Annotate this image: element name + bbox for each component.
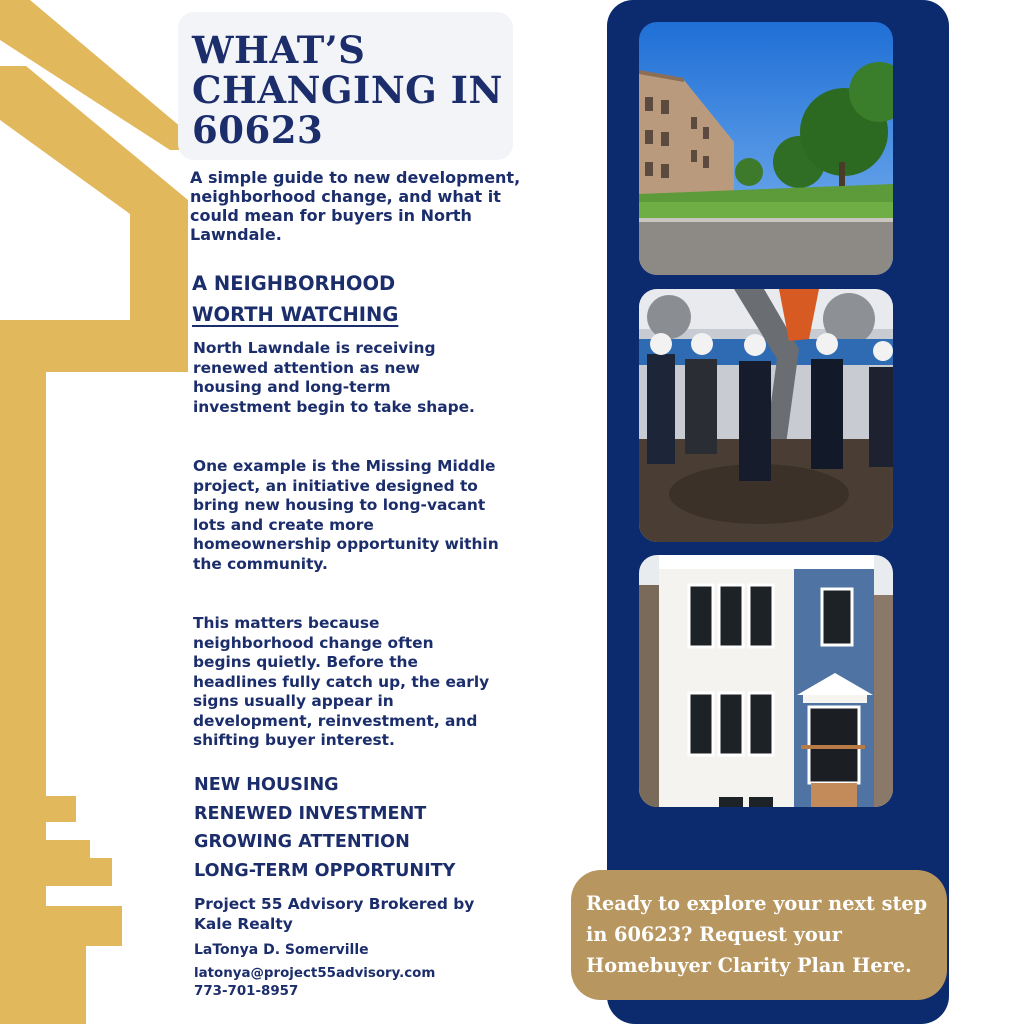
page-title: WHAT’S CHANGING IN 60623 [192, 28, 503, 152]
keyword-item: RENEWED INVESTMENT [194, 803, 427, 824]
contact-name: LaTonya D. Somerville [194, 942, 369, 958]
key-house-graphic [0, 0, 200, 1024]
keyword-item: NEW HOUSING [194, 775, 339, 795]
keyword-item: GROWING ATTENTION [194, 832, 410, 852]
subtitle: A simple guide to new development, neighborhood change, and what it could mean for buyers in North Lawndale. [190, 168, 521, 244]
section-heading-line2: WORTH WATCHING [192, 303, 399, 326]
contact-email[interactable]: latonya@project55advisory.com [194, 966, 436, 981]
paragraph-missing-middle: One example is the Missing Middle project, an initiative designed to bring new housing to long-vacant lots and create more homeownership opportunity within the community. [193, 457, 499, 573]
paragraph-why-it-matters: This matters because neighborhood change often begins quietly. Before the headlines fully catch up, the early signs usually appear in development, reinvestment, and shifting buyer interest. [193, 614, 490, 749]
contact-phone[interactable]: 773-701-8957 [194, 984, 299, 999]
photo-vacant-lot [639, 22, 893, 275]
cta-text[interactable]: Ready to explore your next step in 60623? Request your Homebuyer Clarity Plan Here. [586, 892, 928, 977]
photo-groundbreaking [639, 289, 893, 542]
paragraph-attention: North Lawndale is receiving renewed attention as new housing and long-term investment begin to take shape. [193, 339, 475, 416]
photo-new-house [639, 555, 893, 807]
contact-company: Project 55 Advisory Brokered by Kale Realty [194, 895, 475, 933]
section-heading-line1: A NEIGHBORHOOD [192, 272, 396, 295]
keyword-list [194, 771, 514, 885]
section-heading [192, 268, 512, 330]
keyword-item: LONG-TERM OPPORTUNITY [194, 860, 456, 881]
